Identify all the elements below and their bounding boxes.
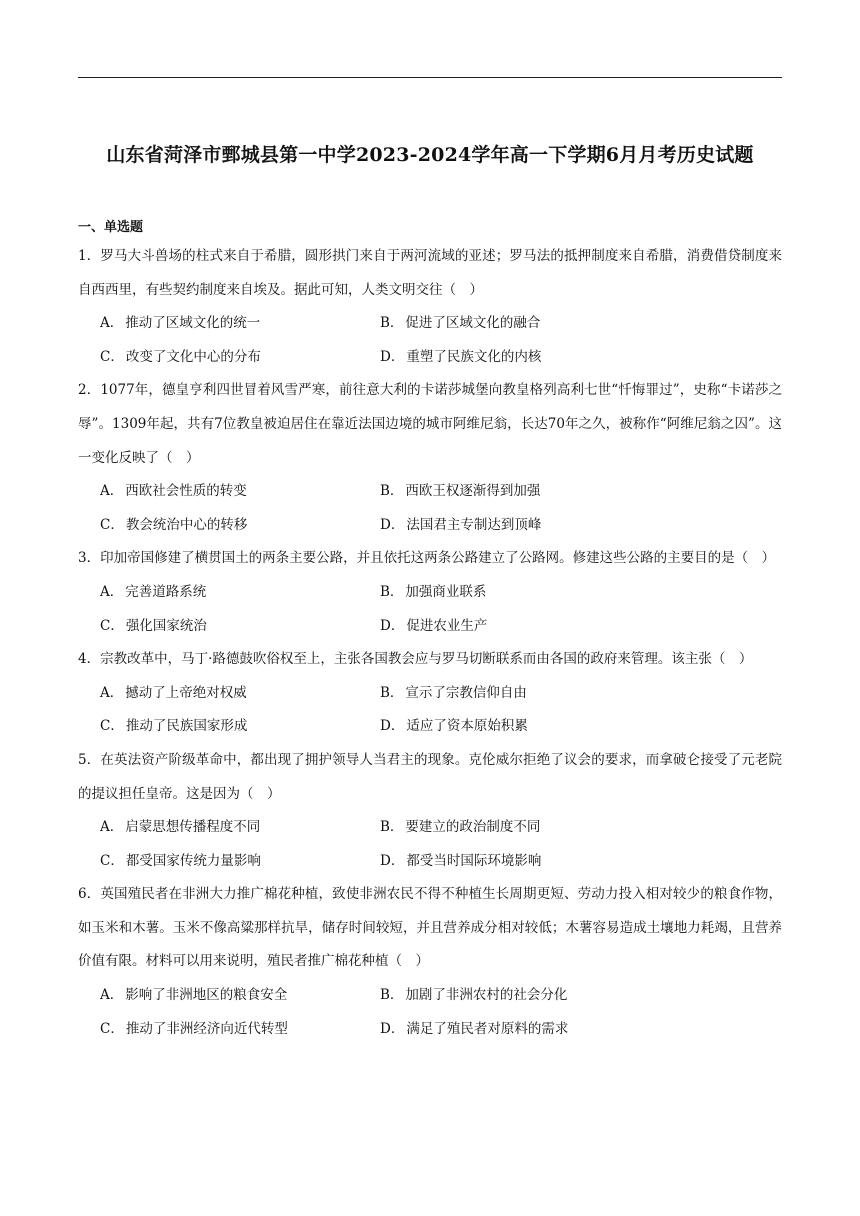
option-c	[78, 509, 380, 543]
header-rule	[78, 77, 782, 78]
question-stem: 2．1077年，德皇亨利四世冒着风雪严寒，前往意大利的卡诺莎城堡向教皇格列高利七世“忏悔罪过”，史称“卡诺莎之辱”。1309年起，共有7位教皇被迫居住在靠近法国边境的城市阿维尼翁，长达70年之久，被称作“阿维尼翁之囚”。这一变化反映了（ ）	[78, 382, 782, 466]
option-list	[78, 307, 782, 374]
option-letter: A．	[100, 684, 124, 701]
option-c	[78, 845, 380, 879]
option-list	[78, 576, 782, 643]
questions-list	[78, 240, 782, 1046]
option-text: 完善道路系统	[125, 583, 207, 600]
question-6	[78, 878, 782, 1046]
option-a	[78, 677, 380, 711]
option-letter: B．	[380, 315, 404, 332]
option-list	[78, 677, 782, 744]
option-text: 促进了区域文化的融合	[405, 315, 541, 332]
question-stem: 6．英国殖民者在非洲大力推广棉花种植，致使非洲农民不得不种植生长周期更短、劳动力投入相对较少的粮食作物，如玉米和木薯。玉米不像高粱那样抗旱，储存时间较短，并且营养成分相对较低；木薯容易造成土壤地力耗竭，且营养价值有限。材料可以用来说明，殖民者推广棉花种植（ ）	[78, 886, 782, 970]
option-letter: C．	[100, 1020, 124, 1037]
option-letter: B．	[380, 583, 404, 600]
option-b	[380, 979, 782, 1013]
option-row	[78, 845, 782, 879]
question-stem: 3．印加帝国修建了横贯国土的两条主要公路，并且依托这两条公路建立了公路网。修建这些公路的主要目的是（ ）	[78, 550, 776, 567]
option-d	[380, 509, 782, 543]
option-letter: C．	[100, 516, 124, 533]
option-text: 都受当时国际环境影响	[406, 852, 542, 869]
option-text: 满足了殖民者对原料的需求	[406, 1020, 569, 1037]
option-list	[78, 475, 782, 542]
question-4	[78, 643, 782, 744]
option-row	[78, 475, 782, 509]
question-stem: 1．罗马大斗兽场的柱式来自于希腊，圆形拱门来自于两河流域的亚述；罗马法的抵押制度来自希腊，消费借贷制度来自西西里，有些契约制度来自埃及。据此可知，人类文明交往（ ）	[78, 248, 782, 298]
option-row	[78, 811, 782, 845]
option-text: 推动了区域文化的统一	[125, 315, 261, 332]
option-d	[380, 845, 782, 879]
option-text: 都受国家传统力量影响	[125, 852, 261, 869]
option-c	[78, 341, 380, 375]
option-text: 宣示了宗教信仰自由	[405, 684, 527, 701]
option-row	[78, 341, 782, 375]
option-letter: A．	[100, 483, 124, 500]
option-letter: D．	[380, 516, 405, 533]
option-letter: D．	[380, 852, 405, 869]
option-letter: A．	[100, 819, 124, 836]
option-letter: C．	[100, 852, 124, 869]
option-text: 强化国家统治	[125, 617, 207, 634]
question-5	[78, 744, 782, 878]
option-letter: A．	[100, 583, 124, 600]
option-text: 西欧社会性质的转变	[125, 483, 247, 500]
option-row	[78, 509, 782, 543]
option-row	[78, 610, 782, 644]
option-text: 启蒙思想传播程度不同	[125, 819, 261, 836]
option-letter: D．	[380, 1020, 405, 1037]
option-text: 推动了民族国家形成	[125, 718, 248, 735]
option-a	[78, 475, 380, 509]
option-row	[78, 710, 782, 744]
option-letter: C．	[100, 617, 124, 634]
option-text: 撼动了上帝绝对权威	[125, 684, 247, 701]
question-2	[78, 374, 782, 542]
option-letter: A．	[100, 315, 124, 332]
option-b	[380, 811, 782, 845]
option-text: 影响了非洲地区的粮食安全	[125, 987, 288, 1004]
option-d	[380, 710, 782, 744]
option-list	[78, 811, 782, 878]
option-row	[78, 307, 782, 341]
option-letter: D．	[380, 348, 405, 365]
option-letter: B．	[380, 684, 404, 701]
option-letter: D．	[380, 617, 405, 634]
option-text: 改变了文化中心的分布	[125, 348, 261, 365]
option-list	[78, 979, 782, 1046]
question-3	[78, 542, 782, 643]
option-text: 加剧了非洲农村的社会分化	[405, 987, 568, 1004]
option-row	[78, 677, 782, 711]
option-letter: B．	[380, 483, 404, 500]
option-b	[380, 576, 782, 610]
option-b	[380, 475, 782, 509]
option-d	[380, 1013, 782, 1047]
option-letter: B．	[380, 819, 404, 836]
option-b	[380, 677, 782, 711]
option-d	[380, 341, 782, 375]
option-text: 推动了非洲经济向近代转型	[125, 1020, 288, 1037]
option-text: 西欧王权逐渐得到加强	[405, 483, 541, 500]
page-title: 山东省菏泽市鄄城县第一中学2023-2024学年高一下学期6月月考历史试题	[106, 144, 754, 166]
option-a	[78, 979, 380, 1013]
option-b	[380, 307, 782, 341]
question-1	[78, 240, 782, 374]
option-row	[78, 1013, 782, 1047]
option-c	[78, 610, 380, 644]
option-letter: B．	[380, 987, 404, 1004]
option-a	[78, 811, 380, 845]
section-heading: 一、单选题	[78, 220, 144, 235]
question-stem: 5．在英法资产阶级革命中，都出现了拥护领导人当君主的现象。克伦威尔拒绝了议会的要求，而拿破仑接受了元老院的提议担任皇帝。这是因为（ ）	[78, 751, 782, 802]
option-text: 加强商业联系	[405, 583, 487, 600]
option-letter: D．	[380, 718, 405, 735]
option-text: 要建立的政治制度不同	[405, 819, 541, 836]
option-text: 适应了资本原始积累	[406, 718, 528, 735]
option-text: 重塑了民族文化的内核	[406, 348, 542, 365]
option-text: 教会统治中心的转移	[125, 516, 248, 533]
option-letter: A．	[100, 987, 124, 1004]
option-a	[78, 307, 380, 341]
option-text: 法国君主专制达到顶峰	[406, 516, 542, 533]
option-d	[380, 610, 782, 644]
option-letter: C．	[100, 348, 124, 365]
question-stem: 4．宗教改革中，马丁·路德鼓吹俗权至上，主张各国教会应与罗马切断联系而由各国的政府来管理。该主张（ ）	[78, 651, 753, 668]
option-c	[78, 710, 380, 744]
option-letter: C．	[100, 718, 124, 735]
option-text: 促进农业生产	[406, 617, 488, 634]
option-row	[78, 576, 782, 610]
option-row	[78, 979, 782, 1013]
option-c	[78, 1013, 380, 1047]
option-a	[78, 576, 380, 610]
